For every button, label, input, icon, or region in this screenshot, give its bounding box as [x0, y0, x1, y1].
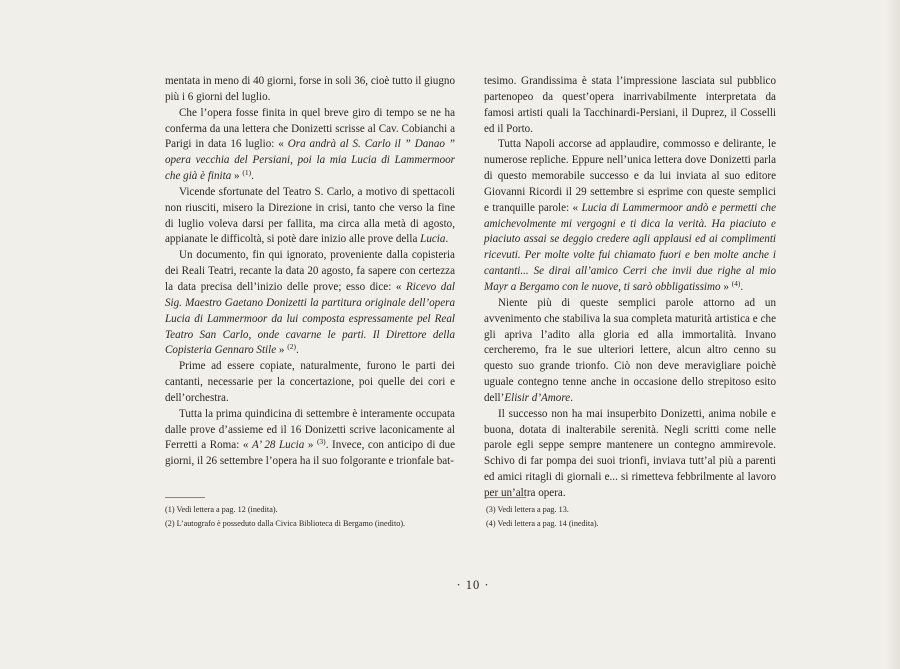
quote-close: »: [304, 439, 317, 452]
quote-close: »: [276, 344, 288, 357]
footnote: (3) Vedi lettera a pag. 13.: [486, 505, 569, 514]
punctuation: .: [445, 233, 449, 246]
footnotes-right: [486, 503, 746, 531]
paragraph-text: Vicende sfortunate del Teatro S. Carlo, a motivo di spettacoli non riusciti, misero la Direzione in crisi, tanto che verso la fine di luglio voleva darsi per fallita, ma circa alla metà di agosto, appianate le difficoltà, si potè dare inizio alle prove della: [165, 185, 455, 246]
quote-close: »: [231, 170, 243, 183]
footnote: (1) Vedi lettera a pag. 12 (inedita).: [165, 505, 278, 514]
paragraph-text: Prime ad essere copiate, naturalmente, furono le parti dei cantanti, necessarie per la concertazione, poi quelle dei cori e dell’orchestra.: [165, 360, 455, 404]
page-edge-shadow: [886, 0, 900, 669]
paragraph-text: . Invece, con anticipo di due giorni, il 26 settembre l’opera ha il suo folgorante e trionfale bat-: [165, 439, 455, 468]
quote-close: »: [720, 280, 732, 293]
paragraph-text: mentata in meno di 40 giorni, forse in soli 36, cioè tutto il giugno più i 6 giorni del luglio.: [165, 75, 455, 103]
footnote: (4) Vedi lettera a pag. 14 (inedita).: [486, 519, 599, 528]
paragraph: [165, 185, 455, 248]
punctuation: .: [740, 280, 744, 293]
paragraph: [484, 74, 776, 137]
paragraph: [484, 296, 776, 407]
footnote-divider: [486, 497, 526, 498]
footnote-ref: (3): [316, 437, 326, 447]
page-number: · 10 ·: [456, 578, 490, 592]
quoted-letter: A’ 28 Lucia: [251, 439, 305, 452]
paragraph: [165, 248, 455, 359]
paragraph-text: Tutta Napoli accorse ad applaudire, commosso e delirante, le numerose repliche. Eppure nell’unica lettera dove Donizetti parla di questo memorabile successo e da lui inviata al suo editore Giovanni Ricordi il 29 settembre si esprime con queste semplici e tranquille parole: «: [484, 138, 776, 214]
footnote: (2) L’autografo è posseduto dalla Civica Biblioteca di Bergamo (inedito).: [165, 519, 406, 528]
paragraph: [165, 359, 455, 407]
footnote-ref: (4): [731, 278, 741, 288]
opera-title: Elisir d’Amore: [504, 391, 571, 404]
left-text-column: [165, 74, 455, 470]
opera-title: Lucia: [420, 233, 446, 246]
paragraph-text: Niente più di queste semplici parole attorno ad un avvenimento che stabiliva la sua completa maturità artistica e che gli apriva l’adito alla gloria ed alla immortalità. Invano cercheremo, fra le sue ulteriori lettere, alcun altro cenno su questo suo grande trionfo. Ciò non deve meravigliare poichè uguale contegno tenne anche in occasione dello strepitoso esito dell’: [484, 296, 776, 404]
footnote-ref: (1): [242, 168, 252, 178]
punctuation: .: [251, 170, 254, 183]
paragraph: [484, 137, 776, 295]
right-text-column: [484, 74, 776, 502]
footnote-divider: [165, 497, 205, 498]
paragraph: [165, 106, 455, 185]
footnote-ref: (2): [287, 342, 296, 352]
quoted-letter: Lucia di Lammermoor andò e permetti che amichevolmente mi vergogni e ti dica la verità. Ha piaciuto e piaciuto assai se deggio credere agli applausi ed ai complimenti ricevuti. Per molte volte fui chiamato fuori e ben molte anche i cantanti... Se dirai all’amico Cerri che invii due righe al mio Mayr a Bergamo con le nuove, ti sarò obbligatissimo: [484, 201, 776, 293]
paragraph-text: Tutta la prima quindicina di settembre è interamente occupata dalle prove d’assieme ed il 16 Donizetti scrive laconicamente al Ferretti a Roma: «: [165, 407, 455, 452]
paragraph: [165, 407, 455, 470]
paragraph-text: Che l’opera fosse finita in quel breve giro di tempo se ne ha conferma da una lettera che Donizetti scrisse al Cav. Cobianchi a Parigi in data 16 luglio: «: [165, 106, 455, 151]
paragraph: [484, 407, 776, 502]
paragraph-text: Un documento, fin qui ignorato, proveniente dalla copisteria dei Reali Teatri, recante la data 20 agosto, fa sapere con certezza la data precisa dell’inizio delle prove; esso dice: «: [165, 249, 455, 293]
paragraph-text: tesimo. Grandissima è stata l’impressione lasciata sul pubblico partenopeo da quest’opera inarrivabilmente interpretata da famosi artisti quali la Tacchinardi-Persiani, il Duprez, il Cosselli ed il Porto.: [484, 75, 776, 135]
punctuation: .: [295, 344, 299, 357]
paragraph: [165, 74, 455, 106]
quoted-document: Ricevo dal Sig. Maestro Gaetano Donizetti la partitura originale dell’opera Lucia di Lammermoor da lui composta espressamente pel Real Teatro San Carlo, onde cavarne le parti. Il Direttore della Copisteria Gennaro Stile: [165, 280, 455, 357]
paragraph-text: Il successo non ha mai insuperbito Donizetti, anima nobile e buona, dotata di inalterabile serenità. Negli scritti come nelle parole egli seppe sempre mantenere un contegno ammirevole. Schivo di far pompa dei suoi trionfi, inviava tutt’al più a parenti ed amici ritagli di giornali e... si rimetteva febbrilmente al lavoro per un’altra opera.: [484, 407, 776, 499]
quoted-letter: Ora andrà al S. Carlo il ” Danao ” opera vecchia del Persiani, poi la mia Lucia di Lammermoor che già è finita: [165, 138, 455, 183]
punctuation: .: [570, 391, 573, 404]
footnotes-left: [165, 503, 465, 531]
